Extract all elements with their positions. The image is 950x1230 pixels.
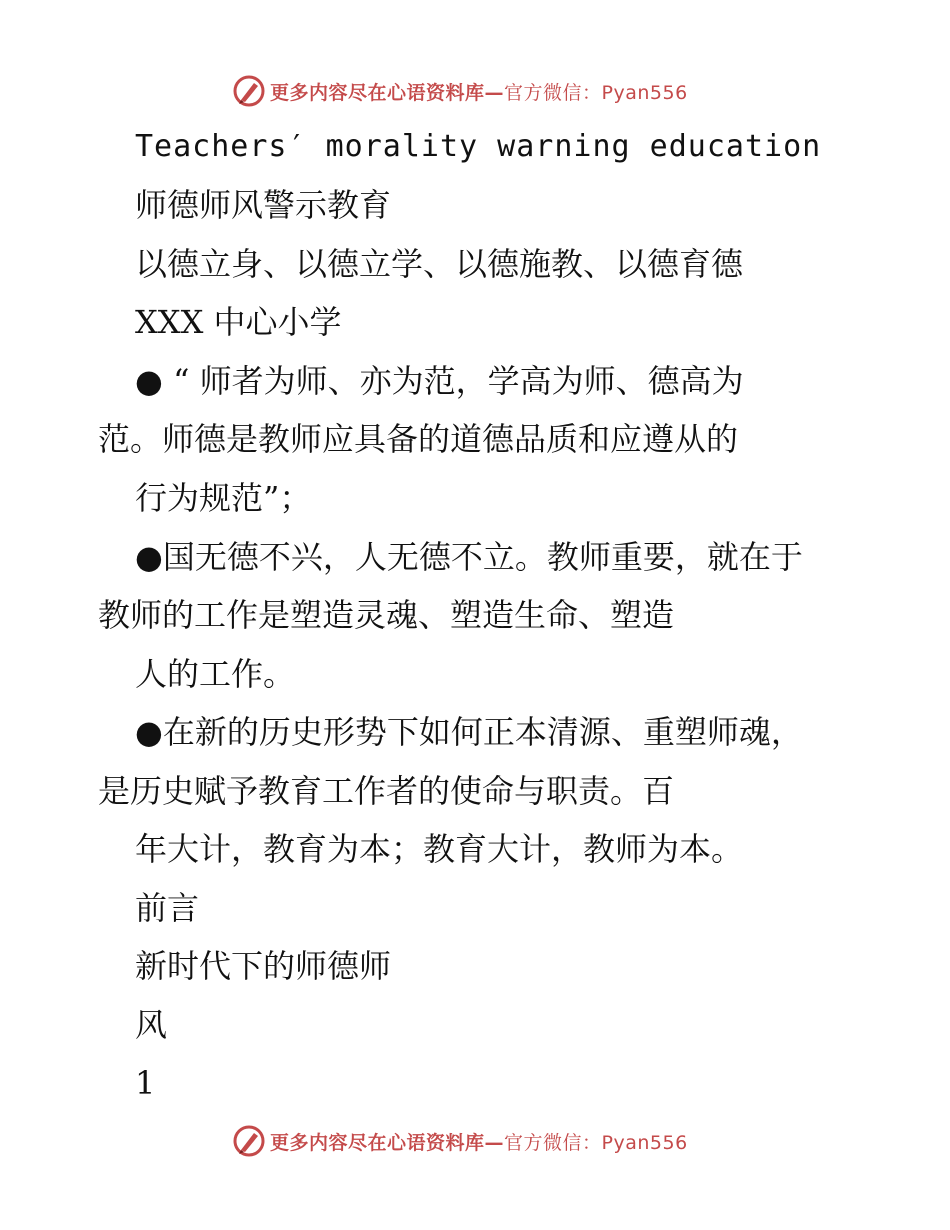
bullet-1-line-2: 范。师德是教师应具备的道德品质和应遵从的 bbox=[98, 420, 739, 458]
section-title-line-2: 风 bbox=[135, 1006, 168, 1044]
watermark-text: 更多内容尽在心语资料库 bbox=[270, 1131, 485, 1154]
motto: 以德立身、以德立学、以德施教、以德育德 bbox=[135, 245, 744, 283]
bullet-2-line-3: 人的工作。 bbox=[135, 655, 296, 693]
bullet-3-line-1: ●在新的历史形势下如何正本清源、重塑师魂， bbox=[135, 713, 803, 751]
watermark-text: 更多内容尽在心语资料库 bbox=[270, 81, 485, 104]
title-english: Teachers′ morality warning education bbox=[135, 129, 822, 164]
bullet-3-line-2: 是历史赋予教育工作者的使命与职责。百 bbox=[98, 772, 675, 810]
pen-logo-icon bbox=[232, 1124, 266, 1158]
bullet-2-line-2: 教师的工作是塑造灵魂、塑造生命、塑造 bbox=[98, 596, 675, 634]
watermark-banner-top bbox=[232, 71, 688, 111]
watermark-separator: — bbox=[484, 1131, 505, 1154]
preface-heading: 前言 bbox=[135, 889, 200, 927]
watermark-contact: 官方微信：Pyan556 bbox=[504, 1131, 688, 1154]
school-name: XXX 中心小学 bbox=[135, 303, 342, 341]
watermark-banner-bottom bbox=[232, 1121, 688, 1161]
bullet-1-line-3: 行为规范”； bbox=[135, 479, 312, 517]
watermark-separator: — bbox=[484, 81, 505, 104]
bullet-3-line-3: 年大计，教育为本；教育大计，教师为本。 bbox=[135, 830, 744, 868]
bullet-2-line-1: ●国无德不兴，人无德不立。教师重要，就在于 bbox=[135, 538, 803, 576]
bullet-1-line-1: ● “ 师者为师、亦为范，学高为师、德高为 bbox=[135, 362, 744, 400]
pen-logo-icon bbox=[232, 74, 266, 108]
page-number: 1 bbox=[135, 1064, 156, 1102]
watermark-contact: 官方微信：Pyan556 bbox=[504, 81, 688, 104]
title-chinese: 师德师风警示教育 bbox=[135, 186, 392, 224]
section-title-line-1: 新时代下的师德师 bbox=[135, 947, 392, 985]
